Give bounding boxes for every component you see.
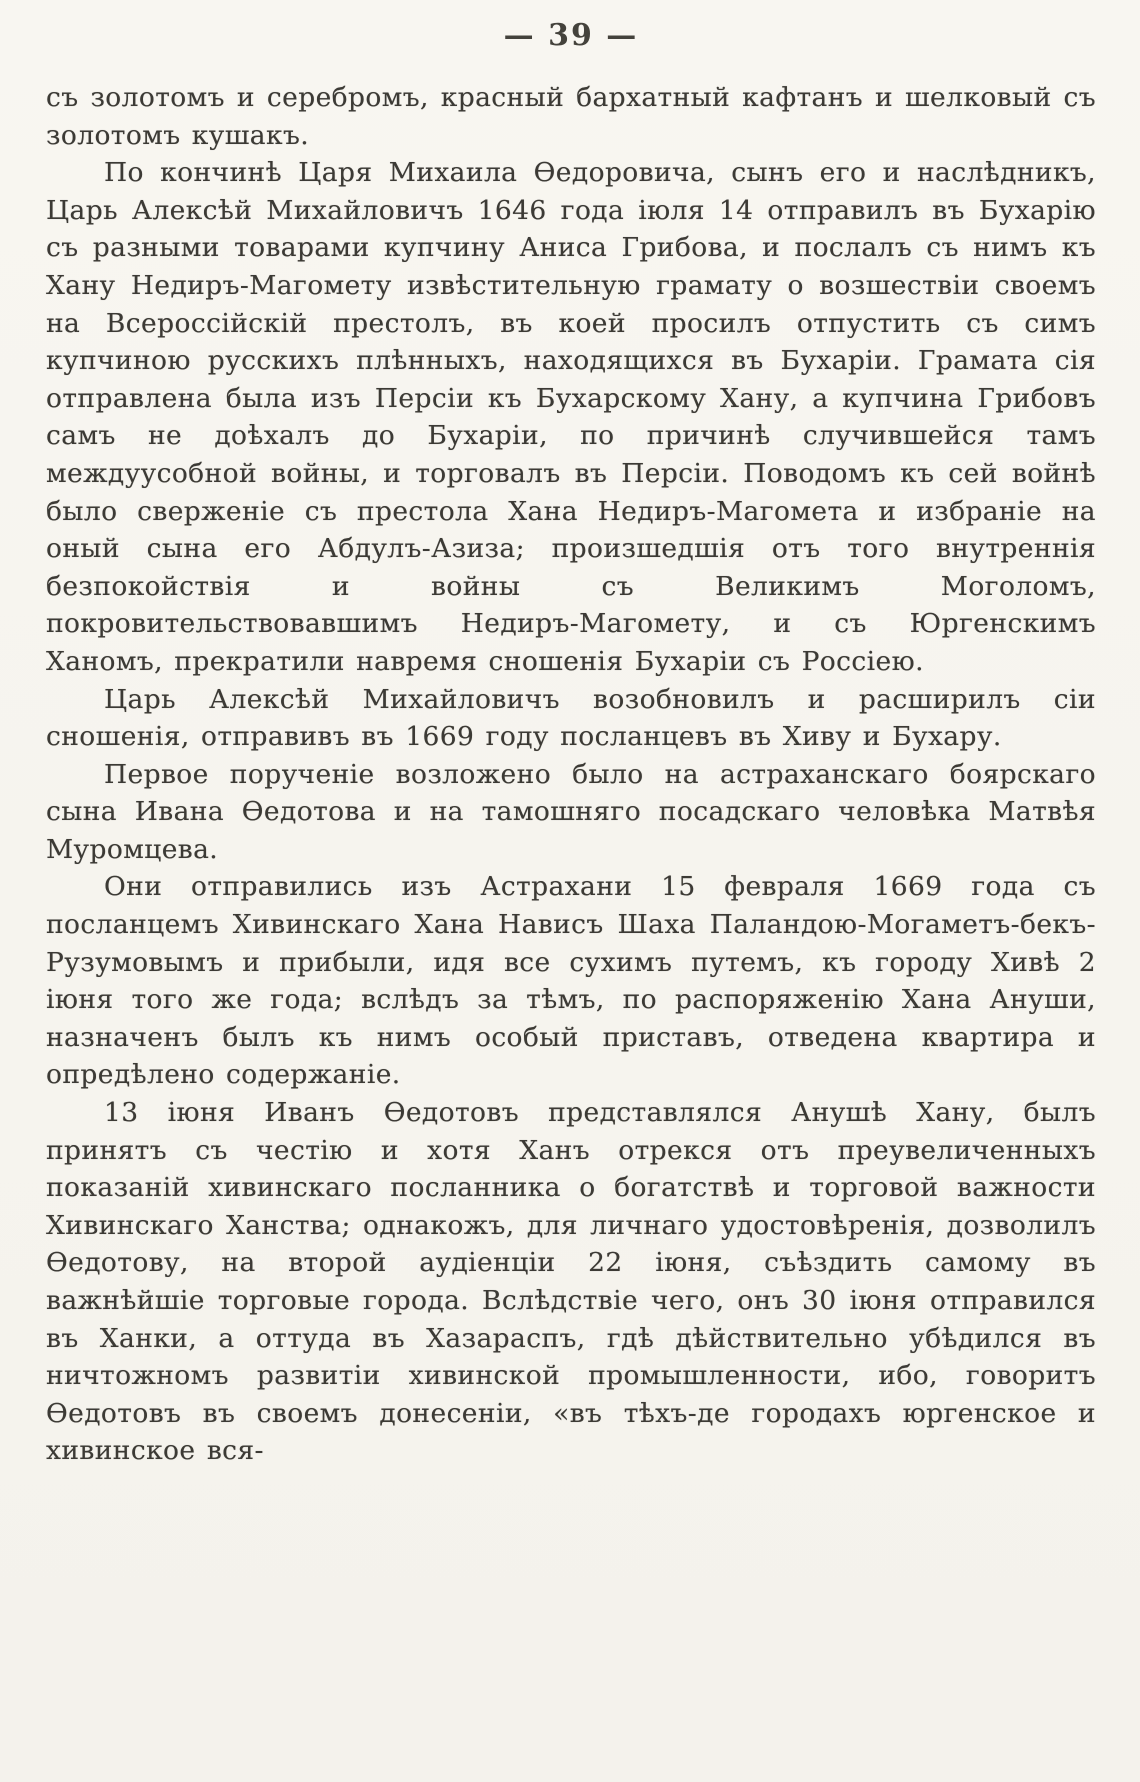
paragraph: 13 іюня Иванъ Ѳедотовъ представлялся Анушѣ Хану, былъ принятъ съ честію и хотя Ханъ отрекся отъ преувеличенныхъ показаній хивинскаго посланника о богатствѣ и торговой важности Хивинскаго Ханства; однакожъ, для личнаго удостовѣренія, дозволилъ Ѳедотову, на второй аудіенціи 22 іюня, съѣздить самому въ важнѣйшіе торговые города. Вслѣдствіе чего, онъ 30 іюня отправился въ Ханки, а оттуда въ Хазараспъ, гдѣ дѣйствительно убѣдился въ ничтожномъ развитіи хивинской промышленности, ибо, говоритъ Ѳедотовъ въ своемъ донесеніи, «въ тѣхъ-де городахъ юргенское и хивинское вся- bbox=[46, 1097, 1096, 1467]
paragraph-continuation: съ золотомъ и серебромъ, красный бархатный кафтанъ и шелковый съ золотомъ кушакъ. bbox=[46, 82, 1096, 151]
paragraph: По кончинѣ Царя Михаила Ѳедоровича, сынъ его и наслѣдникъ, Царь Алексѣй Михайловичъ 1646 года іюля 14 отправилъ въ Бухарію съ разными товарами купчину Аниса Грибова, и послалъ съ нимъ къ Хану Недиръ-Магомету извѣстительную грамату о возшествіи своемъ на Всероссійскій престолъ, въ коей просилъ отпустить съ симъ купчиною русскихъ плѣнныхъ, находящихся въ Бухаріи. Грамата сія отправлена была изъ Персіи къ Бухарскому Хану, а купчина Грибовъ самъ не доѣхалъ до Бухаріи, по причинѣ случившейся тамъ междуусобной войны, и торговалъ въ Персіи. Поводомъ къ сей войнѣ было сверженіе съ престола Хана Недиръ-Магомета и избраніе на оный сына его Абдулъ-Азиза; произшедшія отъ того внутреннія безпокойствія и войны съ Великимъ Моголомъ, покровительствовавшимъ Недиръ-Магомету, и съ Юргенскимъ Ханомъ, прекратили навремя сношенія Бухаріи съ Россіею. bbox=[46, 157, 1096, 677]
paragraph: Царь Алексѣй Михайловичъ возобновилъ и расширилъ сіи сношенія, отправивъ въ 1669 году посланцевъ въ Хиву и Бухару. bbox=[46, 683, 1096, 753]
paragraph: Первое порученіе возложено было на астраханскаго боярскаго сына Ивана Ѳедотова и на тамошняго посадскаго человѣка Матвѣя Муромцева. bbox=[46, 758, 1096, 865]
page-text bbox=[46, 79, 1096, 1470]
paragraph: Они отправились изъ Астрахани 15 февраля 1669 года съ посланцемъ Хивинскаго Хана Нависъ Шаха Паландою-Могаметъ-бекъ-Рузумовымъ и прибыли, идя все сухимъ путемъ, къ городу Хивѣ 2 іюня того же года; вслѣдъ за тѣмъ, по распоряженію Хана Ануши, назначенъ былъ къ нимъ особый приставъ, отведена квартира и опредѣлено содержаніе. bbox=[46, 871, 1096, 1091]
page-number: — 39 — bbox=[503, 18, 639, 53]
